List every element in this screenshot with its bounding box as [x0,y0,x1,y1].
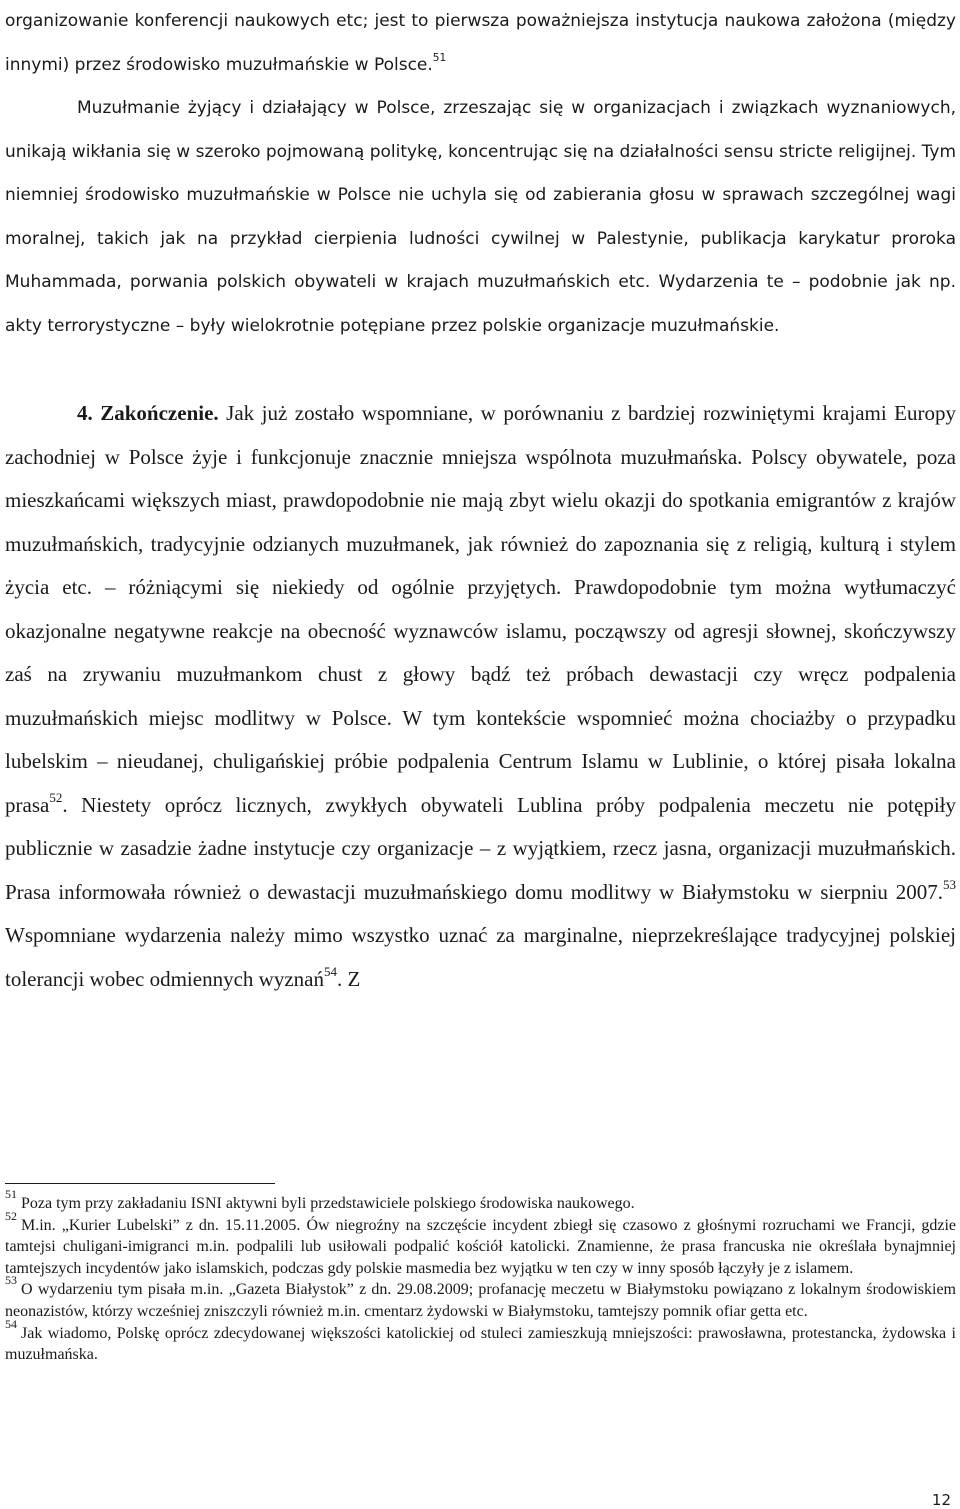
footnote-number: 53 [5,1273,17,1288]
footnote-52 [5,1208,956,1280]
footnote-ref-52[interactable]: 52 [49,789,63,805]
document-page [5,0,956,1509]
footnote-text: Poza tym przy zakładaniu ISNI aktywni byli przedstawiciele polskiego środowiska naukowego. [21,1195,635,1212]
footnote-number: 54 [5,1316,17,1331]
footnote-53 [5,1273,956,1322]
paragraph-text: . Niestety oprócz licznych, zwykłych obywateli Lublina próby podpalenia meczetu nie potępiły publicznie w zasadzie żadne instytucje czy organizacje – z wyjątkiem, rzecz jasna, organizacji muzułmańskich. Prasa informowała również o dewastacji muzułmańskiego domu modlitwy w Białymstoku w sierpniu 2007. [5,792,956,904]
paragraph-continuation [5,0,956,87]
paragraph-text: organizowanie konferencji naukowych etc; jest to pierwsza poważniejsza instytucja naukowa założona (między innymi) przez środowisko muzułmańskie w Polsce. [5,11,956,75]
paragraph-text: . Z [336,966,361,991]
paragraph-conclusion [5,392,956,1001]
paragraph-text: Jak już zostało wspomniane, w porównaniu z bardziej rozwiniętymi krajami Europy zachodniej w Polsce żyje i funkcjonuje znacznie mniejsza wspólnota muzułmańska. Polscy obywatele, poza mieszkańcami większych miast, prawdopodobnie nie mają zbyt wielu okazji do spotkania emigrantów z krajów muzułmańskich, tradycyjnie odzianych muzułmanek, jak również do zapoznania się z religią, kulturą i stylem życia etc. – różniącymi się niekiedy od ogólnie przyjętych. Prawdopodobnie tym można wytłumaczyć okazjonalne negatywne reakcje na obecność wyznawców islamu, począwszy od agresji słownej, skończywszy zaś na zrywaniu muzułmankom chust z głowy bądź też próbach dewastacji czy wręcz podpalenia muzułmańskich miejsc modlitwy w Polsce. W tym kontekście wspomnieć można chociażby o przypadku lubelskim – nieudanej, chuligańskiej próbie podpalenia Centrum Islamu w Lublinie, o której pisała lokalna prasa [5,401,957,817]
section-heading: 4. Zakończenie. [77,401,219,425]
paragraph-muslims-in-poland [5,87,956,348]
footnote-text: Jak wiadomo, Polskę oprócz zdecydowanej większości katolickiej od stuleci zamieszkują mniejszości: prawosławna, protestancka, żydowska i muzułmańska. [5,1324,956,1364]
page-number: 12 [931,1491,951,1509]
footnote-54 [5,1316,956,1366]
footnote-separator [5,1183,275,1184]
spacer [5,348,956,392]
footnote-ref-51[interactable]: 51 [432,52,447,65]
footnote-text: O wydarzeniu tym pisała m.in. „Gazeta Białystok” z dn. 29.08.2009; profanację meczetu w Białymstoku powiązano z lokalnym środowiskiem neonazistów, którzy wcześniej zniszczyli również m.in. cmentarz żydowski w Białymstoku, tamtejszy pomnik ofiar getta etc. [5,1281,956,1320]
paragraph-text: Muzułmanie żyjący i działający w Polsce, zrzeszając się w organizacjach i związkach wyznaniowych, unikają wikłania się w szeroko pojmowaną politykę, koncentrując się na działalności sensu stricte religijnej. Tym niemniej środowisko muzułmańskie w Polsce nie uchyla się od zabierania głosu w sprawach szczególnej wagi moralnej, takich jak na przykład cierpienia ludności cywilnej w Palestynie, publikacja karykatur proroka Muhammada, porwania polskich obywateli w krajach muzułmańskich etc. Wydarzenia te – podobnie jak np. akty terrorystyczne – były wielokrotnie potępiane przez polskie organizacje muzułmańskie. [5,98,956,336]
footnote-51 [5,1187,956,1215]
footnotes [5,1187,956,1366]
footnote-ref-54[interactable]: 54 [323,963,337,979]
footnote-ref-53[interactable]: 53 [942,876,956,892]
paragraph-text: Wspomniane wydarzenia należy mimo wszystko uznać za marginalne, nieprzekreślające tradycyjnej polskiej tolerancji wobec odmiennych wyznań [5,923,956,991]
footnote-number: 52 [5,1208,17,1223]
footnote-number: 51 [5,1187,17,1202]
footnote-text: M.in. „Kurier Lubelski” z dn. 15.11.2005. Ów niegroźny na szczęście incydent zbiegł się czasowo z głośnymi rozruchami we Francji, gdzie tamtejsi chuligani-imigranci m.in. podpalili lub usiłowali podpalić kościół katolicki. Znamienne, że prasa francuska nie określała bynajmniej tamtejszych incydentów jako islamskich, podczas gdy polskie masmedia bez wyjątku w ten czy w inny sposób łączyły je z islamem. [5,1216,956,1277]
